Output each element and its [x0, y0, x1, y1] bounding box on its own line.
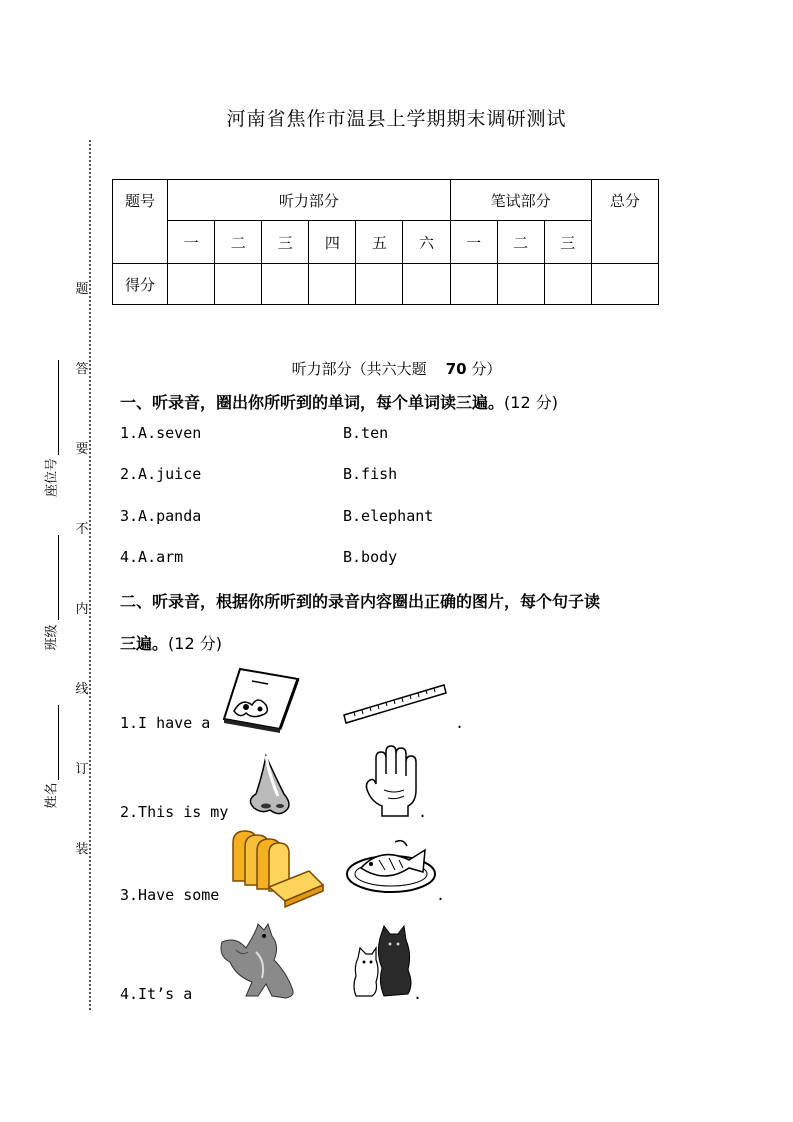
- name-label: 姓名: [44, 782, 60, 809]
- margin-char: 不: [75, 522, 89, 537]
- part2-item-end: .: [436, 886, 446, 904]
- score-cell[interactable]: [497, 264, 544, 305]
- hand-picture[interactable]: [364, 744, 422, 820]
- ruler-picture[interactable]: [342, 681, 448, 727]
- listening-header: 听力部分: [168, 180, 450, 221]
- section-title-text: 听力部分（共六大题: [291, 360, 427, 378]
- score-cell[interactable]: [450, 264, 497, 305]
- score-cell[interactable]: [215, 264, 262, 305]
- class-label: 班级: [44, 624, 60, 651]
- part2-item-text: 3.Have some: [120, 886, 220, 904]
- part1-option-b[interactable]: B.fish: [343, 465, 398, 483]
- fish-picture[interactable]: [345, 838, 437, 896]
- part1-points: (12 分): [504, 393, 558, 412]
- part1-heading: [120, 390, 558, 413]
- nose-picture[interactable]: [244, 754, 294, 816]
- score-cell[interactable]: [309, 264, 356, 305]
- header-title-cell: 题号: [113, 180, 168, 264]
- part1-option-a[interactable]: 4.A.arm: [120, 548, 184, 566]
- total-header: 总分: [591, 180, 658, 264]
- margin-char: 线: [75, 682, 89, 697]
- part1-option-b[interactable]: B.elephant: [343, 507, 434, 525]
- margin-char: 订: [75, 762, 89, 777]
- part2-item-end: .: [413, 985, 423, 1003]
- binding-dotted-line: [89, 140, 91, 1010]
- dog-picture[interactable]: [216, 922, 298, 1000]
- part1-heading-text: 一、听录音，圈出你所听到的单词，每个单词读三遍。: [120, 393, 505, 412]
- score-cell[interactable]: [262, 264, 309, 305]
- listening-col: 一: [168, 221, 215, 264]
- listening-col: 三: [262, 221, 309, 264]
- cat-picture[interactable]: [350, 924, 416, 1000]
- total-score-cell[interactable]: [591, 264, 658, 305]
- margin-char: 装: [75, 842, 89, 857]
- listening-col: 二: [215, 221, 262, 264]
- score-cell[interactable]: [544, 264, 591, 305]
- part2-item-text: 1.I have a: [120, 714, 211, 732]
- writing-header: 笔试部分: [450, 180, 591, 221]
- part1-option-a[interactable]: 1.A.seven: [120, 424, 202, 442]
- listening-col: 六: [403, 221, 450, 264]
- score-cell[interactable]: [403, 264, 450, 305]
- section-unit: 分）: [471, 360, 502, 378]
- part2-points: (12 分): [168, 634, 222, 653]
- listening-col: 五: [356, 221, 403, 264]
- part2-heading-text: 三遍。: [120, 634, 169, 653]
- writing-col: 二: [497, 221, 544, 264]
- part1-option-b[interactable]: B.ten: [343, 424, 389, 442]
- score-cell[interactable]: [168, 264, 215, 305]
- book-picture[interactable]: [222, 667, 300, 731]
- page-title: 河南省焦作市温县上学期期末调研测试: [226, 108, 567, 130]
- part1-option-b[interactable]: B.body: [343, 548, 398, 566]
- writing-col: 三: [544, 221, 591, 264]
- writing-col: 一: [450, 221, 497, 264]
- margin-char: 答: [75, 362, 89, 377]
- part2-heading-line1: 二、听录音，根据你所听到的录音内容圈出正确的图片，每个句子读: [120, 592, 601, 611]
- section-title: [0, 358, 793, 379]
- part2-item-end: .: [455, 714, 465, 732]
- part2-item-text: 2.This is my: [120, 803, 229, 821]
- margin-char: 要: [75, 442, 89, 457]
- margin-char: 题: [75, 282, 89, 297]
- bread-picture[interactable]: [229, 829, 323, 901]
- part2-item-end: .: [418, 803, 428, 821]
- section-points: 70: [445, 360, 467, 378]
- part2-heading-line2: [120, 631, 222, 654]
- class-blank-line[interactable]: [58, 535, 59, 620]
- part1-option-a[interactable]: 2.A.juice: [120, 465, 202, 483]
- seat-label: 座位号: [44, 458, 60, 498]
- name-blank-line[interactable]: [58, 705, 59, 780]
- part2-item-text: 4.It’s a: [120, 985, 193, 1003]
- score-table: [112, 179, 659, 305]
- part1-option-a[interactable]: 3.A.panda: [120, 507, 202, 525]
- score-row-label: 得分: [113, 264, 168, 305]
- listening-col: 四: [309, 221, 356, 264]
- score-cell[interactable]: [356, 264, 403, 305]
- margin-char: 内: [75, 602, 89, 617]
